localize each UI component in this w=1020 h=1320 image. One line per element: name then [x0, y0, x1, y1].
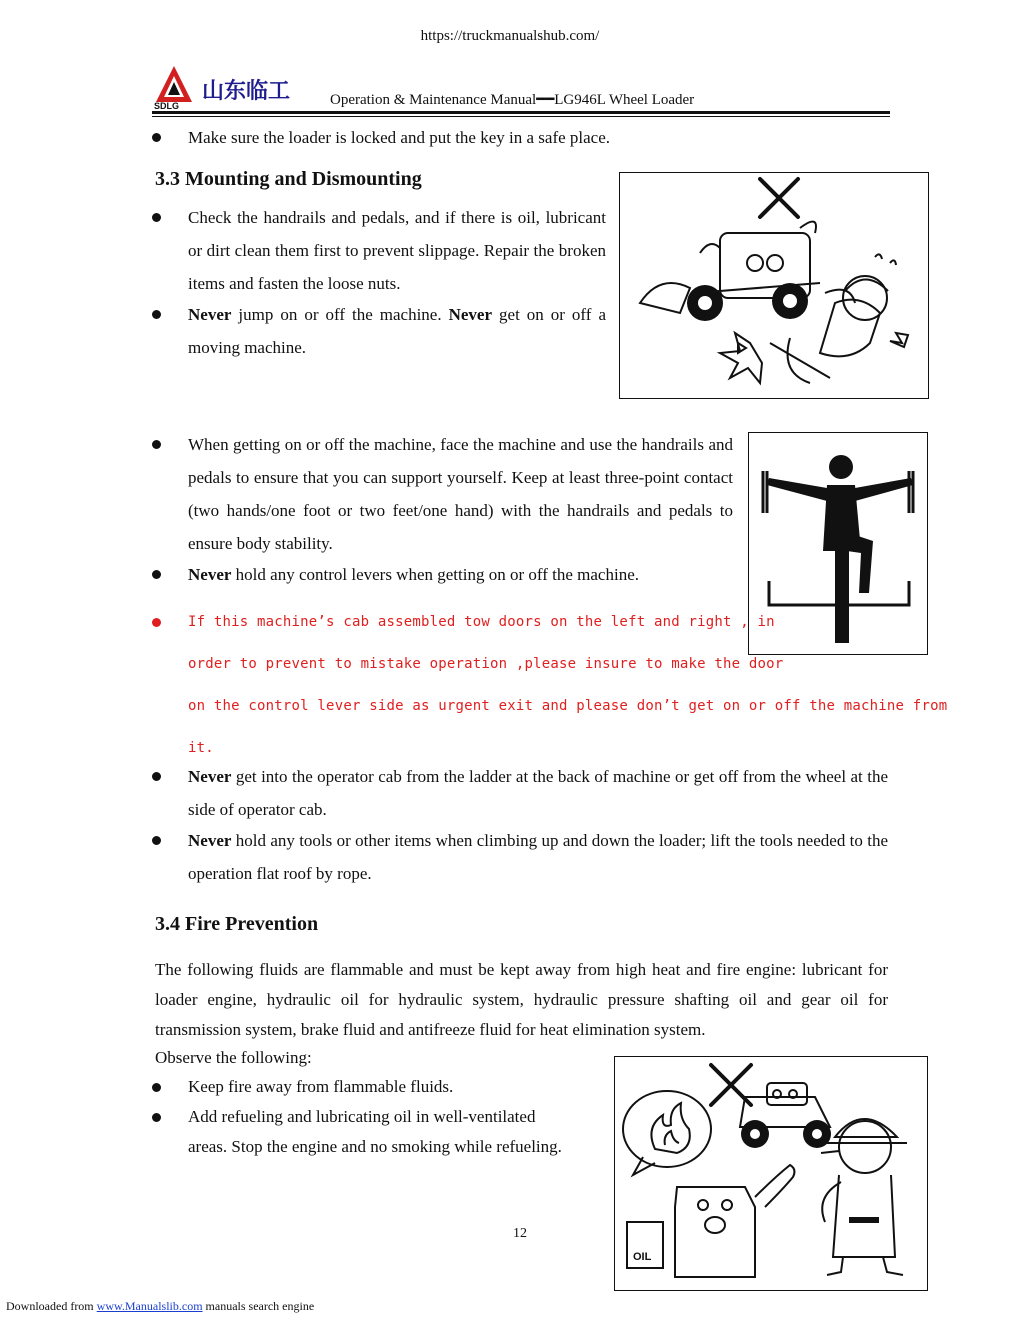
bullet-dot: [152, 772, 161, 781]
section-heading-3-4: 3.4 Fire Prevention: [155, 913, 319, 935]
notice-line-1: If this machine’s cab assembled tow doors on the left and right , in: [188, 614, 775, 630]
bullet-text: Check the handrails and pedals, and if there is oil, lubricant or dirt clean them first to prevent slippage. Repair the broken items and fasten the loose nuts.: [188, 208, 606, 293]
bullet-dot: [152, 618, 161, 627]
emphasis-never: Never: [188, 305, 232, 324]
bullet-dot: [152, 1113, 161, 1122]
bullet-text: [188, 760, 888, 826]
bullet-dot: [152, 1083, 161, 1092]
emphasis-never: Never: [188, 565, 232, 584]
bullet-dot: [152, 310, 161, 319]
bullet-text: When getting on or off the machine, face the machine and use the handrails and pedals to ensure that you can support yourself. Keep at least three-point contact (two hands/one foot or two feet/one hand) with the handrails and pedals to ensure body stability.: [188, 435, 733, 553]
header-rule-thin: [152, 116, 890, 117]
header-rule-thick: [152, 111, 890, 114]
source-url: https://truckmanualshub.com/: [420, 28, 600, 44]
illustration-fire-prevention: [614, 1056, 928, 1291]
no-smoking-fuel-cartoon-icon: [615, 1057, 927, 1290]
observe-line: Observe the following:: [155, 1048, 312, 1067]
bullet-dot: [152, 133, 161, 142]
emphasis-never: Never: [448, 305, 493, 324]
bullet-text: Keep fire away from flammable fluids.: [188, 1077, 454, 1096]
text-run: hold any tools or other items when climbing up and down the loader; lift the tools needed to the operation flat roof by rope.: [188, 831, 888, 883]
logo-caption: SDLG: [154, 101, 180, 110]
bullet-text: [188, 558, 733, 591]
footer-suffix: manuals search engine: [202, 1299, 315, 1313]
emphasis-never: Never: [188, 831, 232, 850]
text-run: jump on or off the machine.: [231, 305, 449, 324]
bullet-text: [188, 824, 888, 890]
jumping-cartoon-icon: [620, 173, 928, 398]
text-run: get on or off a moving machine.: [188, 305, 606, 357]
text-run: get into the operator cab from the ladder at the back of machine or get off from the wheel at the side of operator cab.: [188, 767, 888, 819]
bullet-dot: [152, 570, 161, 579]
manualslib-link[interactable]: www.Manualslib.com: [96, 1299, 203, 1313]
illustration-jumping-off-loader: [619, 172, 929, 399]
notice-line-2: order to prevent to mistake operation ,please insure to make the door: [188, 656, 784, 672]
fire-paragraph: The following fluids are flammable and must be kept away from high heat and fire engine: lubricant for loader engine, hydraulic oil for hydraulic system, hydraulic pressure shafting oil and gear oil for transmission system, brake fluid and antifreeze fluid for heat elimination system.: [155, 960, 888, 1039]
sdlg-logo: [152, 64, 324, 110]
notice-line-3: on the control lever side as urgent exit and please don’t get on or off the machine from: [188, 698, 948, 714]
text-run: hold any control levers when getting on or off the machine.: [231, 565, 639, 584]
download-footer: [6, 1299, 314, 1314]
bullet-dot: [152, 440, 161, 449]
oil-can-label: OIL: [633, 1251, 652, 1263]
bullet-dot: [152, 836, 161, 845]
red-cab-door-notice: [152, 606, 948, 766]
footer-prefix: Downloaded from: [6, 1299, 97, 1313]
bullet-text: [188, 298, 606, 364]
logo-cn-text: 山东临工: [202, 79, 291, 104]
bullet-text: Make sure the loader is locked and put the key in a safe place.: [188, 128, 611, 147]
page-number: 12: [513, 1226, 527, 1241]
emphasis-never: Never: [188, 767, 232, 786]
section-heading-3-3: 3.3 Mounting and Dismounting: [155, 168, 422, 190]
header-title: Operation & Maintenance Manual━━LG946L Wheel Loader: [330, 92, 695, 108]
bullet-text: Add refueling and lubricating oil in well-ventilated areas. Stop the engine and no smoking while refueling.: [188, 1107, 562, 1156]
bullet-dot: [152, 213, 161, 222]
notice-line-4: it.: [188, 740, 214, 756]
